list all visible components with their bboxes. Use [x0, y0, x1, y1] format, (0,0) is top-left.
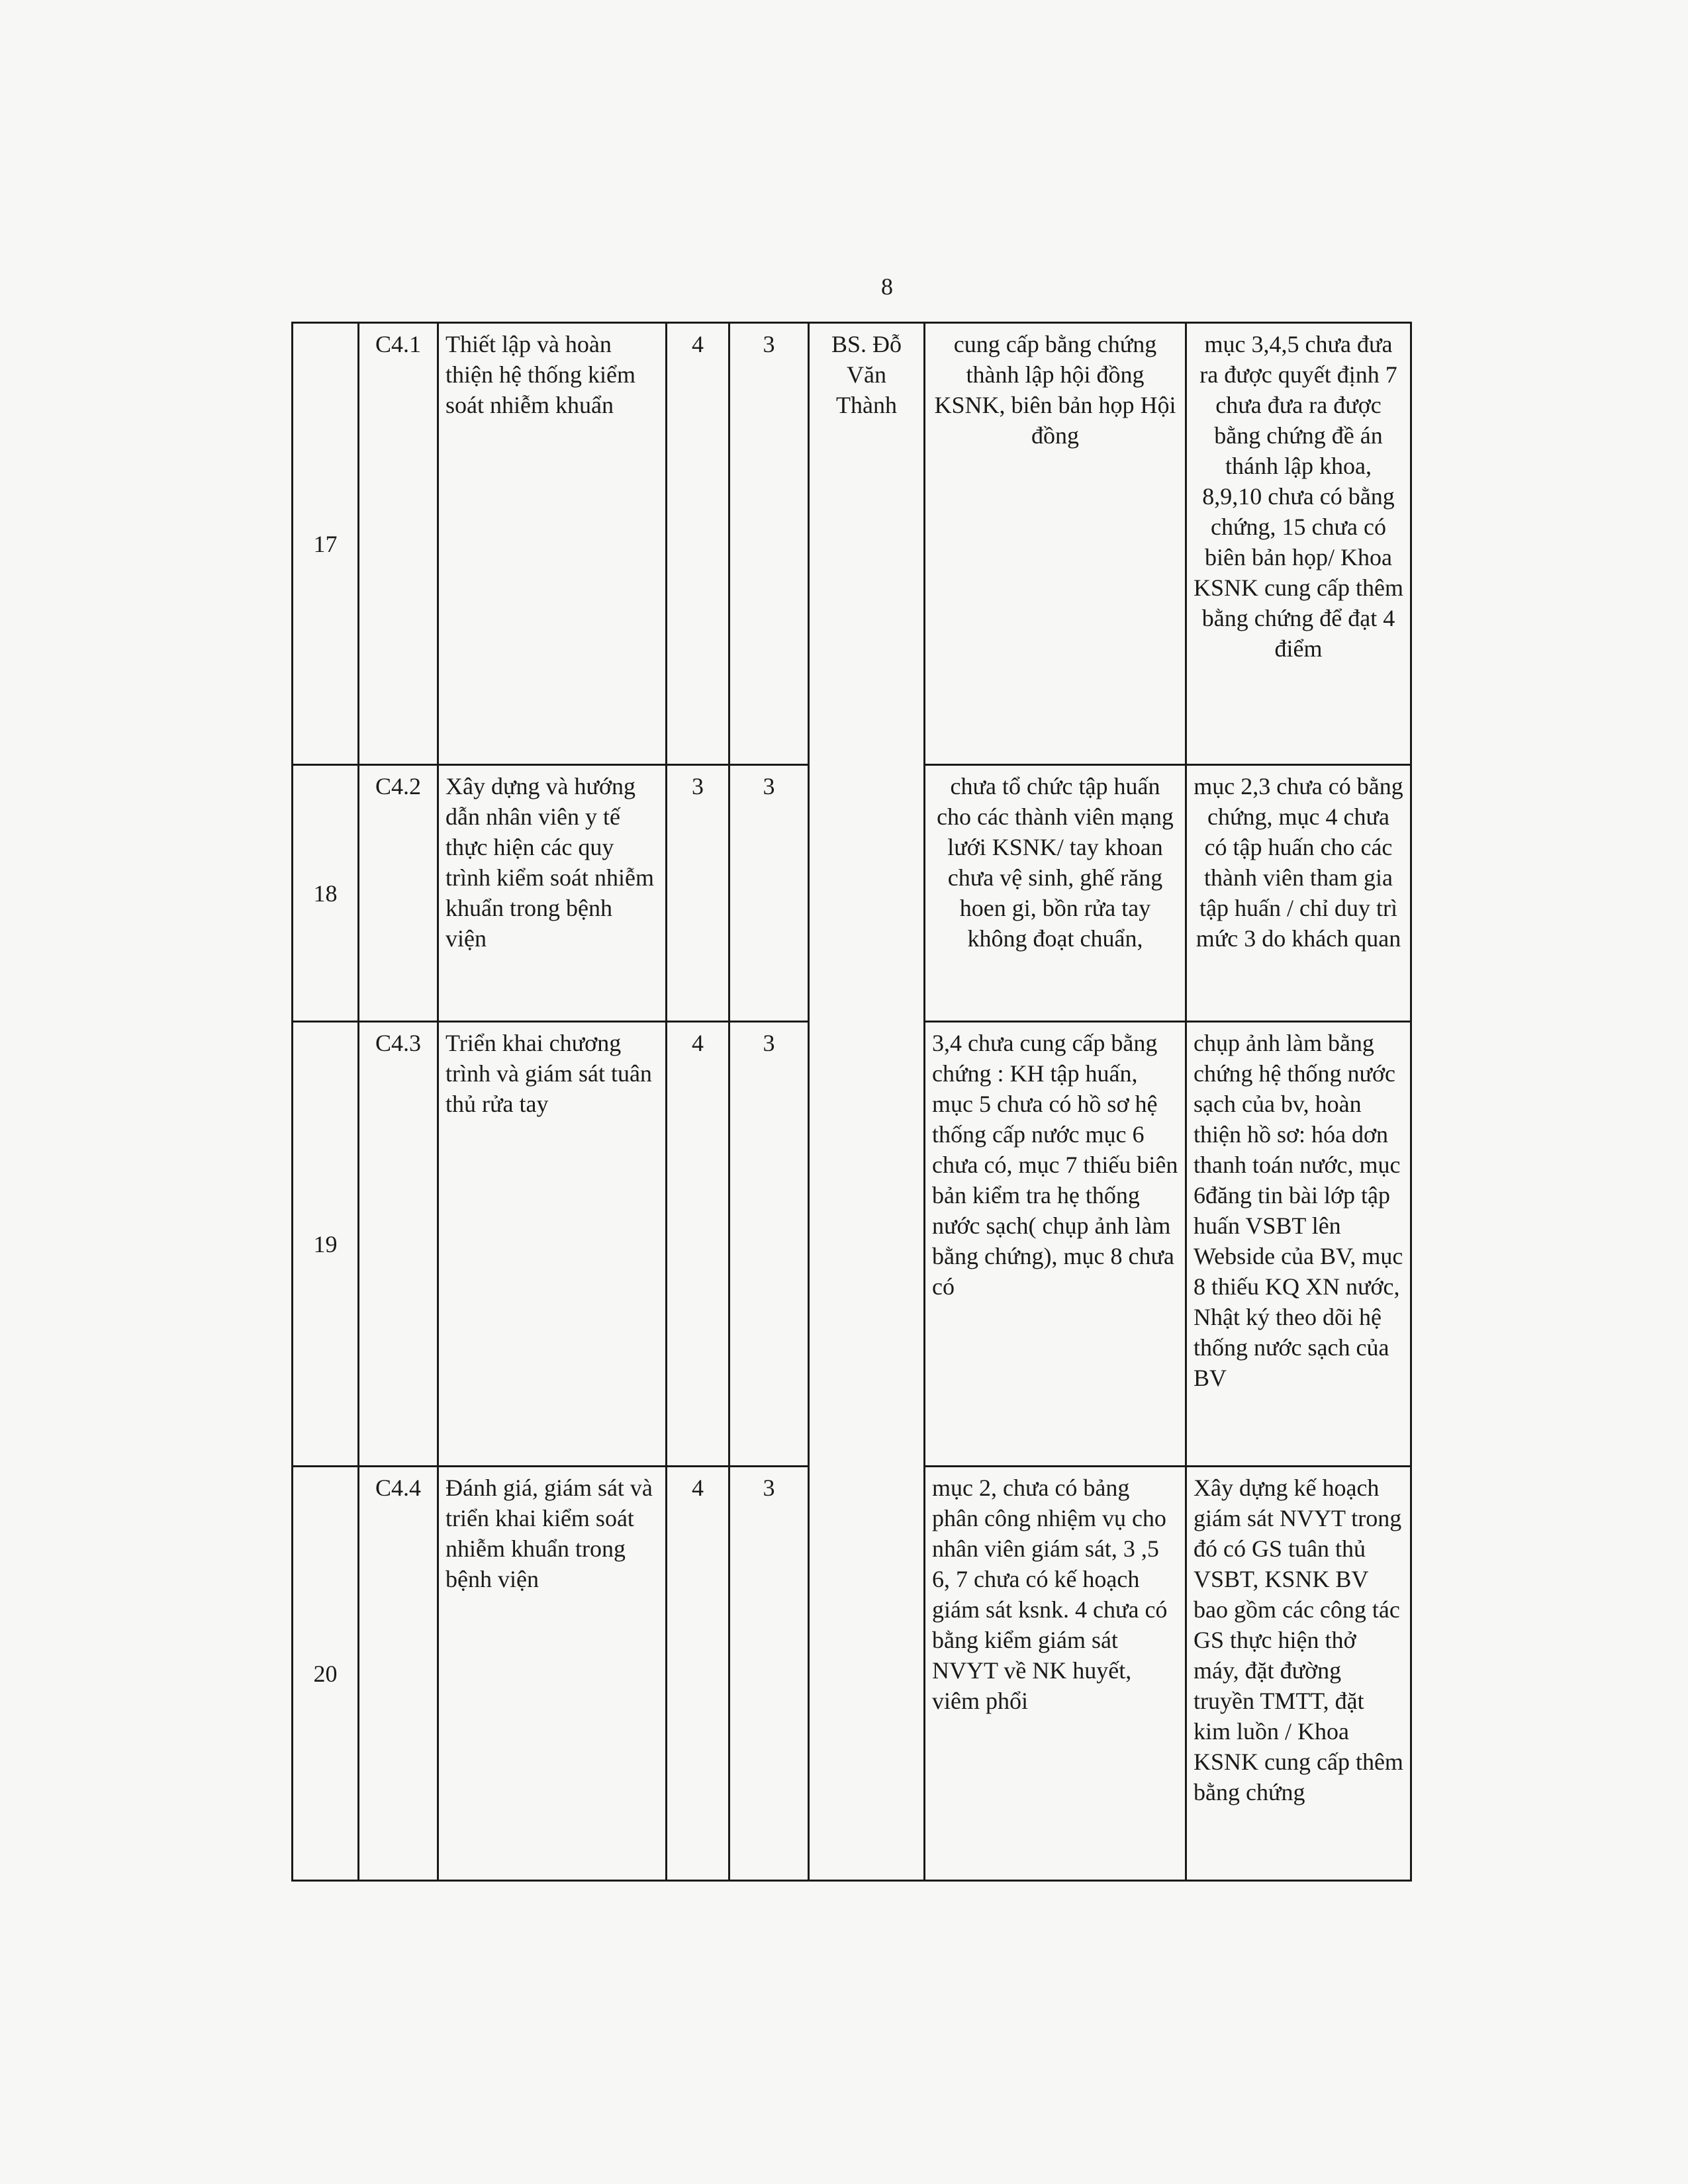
actions-cell: chụp ảnh làm bằng chứng hệ thống nước sạch của bv, hoàn thiện hồ sơ: hóa dơn thanh toán nước, mục 6đăng tin bài lớp tập huấn VSBT lên Webside của BV, mục 8 thiếu KQ XN nước, Nhật ký theo dõi hệ thống nước sạch của BV [1186, 1022, 1411, 1467]
evaluation-table [291, 322, 1412, 1882]
score-assessed: 3 [729, 765, 809, 1022]
table-row [293, 765, 1411, 1022]
issues-cell: 3,4 chưa cung cấp bằng chứng : KH tập huấn, mục 5 chưa có hồ sơ hệ thống cấp nước mục 6 chưa có, mục 7 thiếu biên bản kiểm tra hẹ thống nước sạch( chụp ảnh làm bằng chứng), mục 8 chưa có [925, 1022, 1186, 1467]
criterion-code: C4.1 [359, 323, 438, 765]
row-number: 20 [293, 1467, 359, 1881]
actions-cell: mục 2,3 chưa có bằng chứng, mục 4 chưa có tập huấn cho các thành viên tham gia tập huấn / chỉ duy trì mức 3 do khách quan [1186, 765, 1411, 1022]
actions-cell: mục 3,4,5 chưa đưa ra được quyết định 7 chưa đưa ra được bằng chứng đề án thánh lập khoa, 8,9,10 chưa có bằng chứng, 15 chưa có biên bản họp/ Khoa KSNK cung cấp thêm bằng chứng để đạt 4 điểm [1186, 323, 1411, 765]
score-assessed: 3 [729, 323, 809, 765]
table-row [293, 1467, 1411, 1881]
criterion-name: Đánh giá, giám sát và triển khai kiểm soát nhiễm khuẩn trong bệnh viện [438, 1467, 667, 1881]
issues-cell: cung cấp bằng chứng thành lập hội đồng KSNK, biên bản họp Hội đồng [925, 323, 1186, 765]
row-number: 17 [293, 323, 359, 765]
score-assessed: 3 [729, 1467, 809, 1881]
criterion-name: Triển khai chương trình và giám sát tuân thủ rửa tay [438, 1022, 667, 1467]
issues-cell: chưa tổ chức tập huấn cho các thành viên mạng lưới KSNK/ tay khoan chưa vệ sinh, ghế răng hoen gi, bồn rửa tay không đoạt chuẩn, [925, 765, 1186, 1022]
issues-cell: mục 2, chưa có bảng phân công nhiệm vụ cho nhân viên giám sát, 3 ,5 6, 7 chưa có kế hoạch giám sát ksnk. 4 chưa có bằng kiểm giám sát NVYT về NK huyết, viêm phổi [925, 1467, 1186, 1881]
criterion-code: C4.3 [359, 1022, 438, 1467]
score-self: 3 [667, 765, 729, 1022]
table-row [293, 323, 1411, 765]
responsible-person: BS. Đỗ Văn Thành [809, 323, 925, 765]
criterion-name: Xây dựng và hướng dẫn nhân viên y tế thực hiện các quy trình kiểm soát nhiễm khuẩn trong bệnh viện [438, 765, 667, 1022]
score-assessed: 3 [729, 1022, 809, 1467]
score-self: 4 [667, 323, 729, 765]
criterion-name: Thiết lập và hoàn thiện hệ thống kiểm soát nhiễm khuẩn [438, 323, 667, 765]
table-row [293, 1022, 1411, 1467]
criterion-code: C4.4 [359, 1467, 438, 1881]
row-number: 18 [293, 765, 359, 1022]
criterion-code: C4.2 [359, 765, 438, 1022]
responsible-person [809, 765, 925, 1022]
page-number: 8 [881, 273, 893, 300]
score-self: 4 [667, 1467, 729, 1881]
responsible-person [809, 1022, 925, 1467]
responsible-person [809, 1467, 925, 1881]
score-self: 4 [667, 1022, 729, 1467]
row-number: 19 [293, 1022, 359, 1467]
actions-cell: Xây dựng kế hoạch giám sát NVYT trong đó có GS tuân thủ VSBT, KSNK BV bao gồm các công tác GS thực hiện thở máy, đặt đường truyền TMTT, đặt kim luồn / Khoa KSNK cung cấp thêm bằng chứng [1186, 1467, 1411, 1881]
